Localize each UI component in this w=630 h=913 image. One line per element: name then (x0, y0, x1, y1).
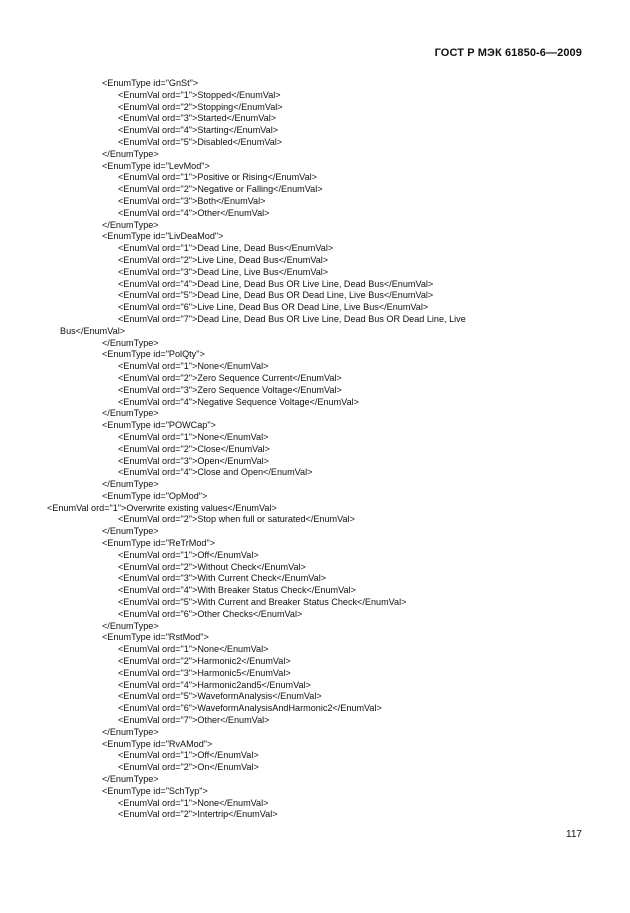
code-line (0, 302, 630, 314)
code-line-text: </EnumType> (102, 774, 159, 785)
code-line (0, 703, 630, 715)
code-line (0, 573, 630, 585)
code-line (0, 538, 630, 550)
code-line-text: <EnumVal ord="3">Harmonic5</EnumVal> (118, 667, 291, 678)
code-line (0, 750, 630, 762)
code-line-text: <EnumType id="LevMod"> (102, 160, 210, 171)
code-line-text: <EnumVal ord="1">Positive or Rising</EnumVal> (118, 172, 317, 183)
code-line (0, 161, 630, 173)
code-line (0, 326, 630, 338)
code-line (0, 467, 630, 479)
code-line-text: <EnumVal ord="4">Close and Open</EnumVal> (118, 467, 313, 478)
code-line-text: <EnumVal ord="3">Dead Line, Live Bus</EnumVal> (118, 266, 329, 277)
code-line-text: <EnumType id="LivDeaMod"> (102, 231, 224, 242)
code-line (0, 125, 630, 137)
code-line (0, 420, 630, 432)
code-line (0, 809, 630, 821)
code-line-text: <EnumVal ord="1">Dead Line, Dead Bus</EnumVal> (118, 243, 334, 254)
code-line-text: <EnumVal ord="1">Overwrite existing values</EnumVal> (47, 502, 277, 513)
code-line-text: <EnumVal ord="3">With Current Check</EnumVal> (118, 573, 327, 584)
code-line-text: <EnumType id="ReTrMod"> (102, 538, 216, 549)
code-line-text: <EnumType id="RstMod"> (102, 632, 209, 643)
code-line (0, 231, 630, 243)
code-line-text: </EnumType> (102, 620, 159, 631)
code-line (0, 585, 630, 597)
code-line-text: </EnumType> (102, 726, 159, 737)
code-line-text: <EnumVal ord="1">None</EnumVal> (118, 644, 269, 655)
code-line-text: <EnumVal ord="2">Zero Sequence Current</EnumVal> (118, 372, 342, 383)
code-line-text: </EnumType> (102, 408, 159, 419)
code-line-text: <EnumType id="GnSt"> (102, 78, 199, 88)
code-line-text: <EnumVal ord="1">None</EnumVal> (118, 797, 269, 808)
code-line (0, 444, 630, 456)
code-line-text: <EnumVal ord="1">Off</EnumVal> (118, 549, 259, 560)
code-line (0, 668, 630, 680)
code-line-text: <EnumVal ord="2">Live Line, Dead Bus</EnumVal> (118, 254, 329, 265)
code-line (0, 798, 630, 810)
code-line (0, 172, 630, 184)
code-line (0, 762, 630, 774)
code-line-text: <EnumVal ord="5">WaveformAnalysis</EnumVal> (118, 691, 322, 702)
code-line-text: <EnumVal ord="2">Without Check</EnumVal> (118, 561, 306, 572)
code-line-text: <EnumVal ord="3">Open</EnumVal> (118, 455, 269, 466)
document-header: ГОСТ Р МЭК 61850-6—2009 (434, 47, 582, 59)
code-line (0, 680, 630, 692)
code-line (0, 78, 630, 90)
code-line (0, 514, 630, 526)
code-line (0, 715, 630, 727)
code-line-text: <EnumVal ord="7">Dead Line, Dead Bus OR Live Line, Dead Bus OR Dead Line, Live (118, 313, 466, 324)
code-line (0, 656, 630, 668)
code-line (0, 113, 630, 125)
code-line (0, 90, 630, 102)
code-line (0, 267, 630, 279)
code-line (0, 373, 630, 385)
code-line (0, 279, 630, 291)
code-line-text: <EnumVal ord="4">Harmonic2and5</EnumVal> (118, 679, 311, 690)
code-line (0, 739, 630, 751)
code-line (0, 290, 630, 302)
code-line (0, 432, 630, 444)
code-line (0, 632, 630, 644)
code-line-text: <EnumVal ord="5">Dead Line, Dead Bus OR Dead Line, Live Bus</EnumVal> (118, 290, 434, 301)
code-line (0, 621, 630, 633)
code-line (0, 149, 630, 161)
xml-code-listing (0, 78, 630, 821)
code-line (0, 526, 630, 538)
code-line (0, 361, 630, 373)
code-line-text: <EnumVal ord="1">None</EnumVal> (118, 361, 269, 372)
code-line (0, 184, 630, 196)
code-line (0, 137, 630, 149)
code-line (0, 314, 630, 326)
code-line (0, 609, 630, 621)
code-line-text: <EnumType id="PolQty"> (102, 349, 205, 360)
code-line-text: <EnumVal ord="1">Off</EnumVal> (118, 750, 259, 761)
code-line-text: <EnumVal ord="4">Negative Sequence Voltage</EnumVal> (118, 396, 359, 407)
code-line-text: </EnumType> (102, 479, 159, 490)
code-line (0, 196, 630, 208)
code-line (0, 243, 630, 255)
code-line-text: <EnumVal ord="3">Started</EnumVal> (118, 113, 277, 124)
code-line-text: <EnumVal ord="2">On</EnumVal> (118, 762, 259, 773)
code-line-text: <EnumVal ord="5">Disabled</EnumVal> (118, 136, 283, 147)
code-line (0, 456, 630, 468)
code-line-text: <EnumVal ord="2">Close</EnumVal> (118, 443, 270, 454)
code-line-text: <EnumVal ord="6">Other Checks</EnumVal> (118, 608, 303, 619)
code-line-text: <EnumType id="OpMod"> (102, 490, 208, 501)
code-line-text: <EnumVal ord="7">Other</EnumVal> (118, 715, 270, 726)
code-line (0, 349, 630, 361)
code-line (0, 727, 630, 739)
code-line (0, 491, 630, 503)
code-line (0, 550, 630, 562)
code-line-text: Bus</EnumVal> (60, 325, 126, 336)
code-line (0, 408, 630, 420)
code-line (0, 385, 630, 397)
code-line-text: </EnumType> (102, 526, 159, 537)
code-line (0, 774, 630, 786)
code-line (0, 102, 630, 114)
code-line-text: <EnumVal ord="1">Stopped</EnumVal> (118, 89, 281, 100)
code-line (0, 597, 630, 609)
code-line (0, 397, 630, 409)
code-line-text: <EnumVal ord="6">Live Line, Dead Bus OR Dead Line, Live Bus</EnumVal> (118, 302, 429, 313)
code-line-text: <EnumVal ord="3">Zero Sequence Voltage</EnumVal> (118, 384, 342, 395)
code-line (0, 220, 630, 232)
code-line-text: <EnumType id="POWCap"> (102, 420, 216, 431)
code-line (0, 786, 630, 798)
code-line-text: <EnumType id="SchTyp"> (102, 785, 208, 796)
code-line (0, 644, 630, 656)
code-line-text: <EnumVal ord="5">With Current and Breaker Status Check</EnumVal> (118, 597, 407, 608)
code-line-text: </EnumType> (102, 337, 159, 348)
code-line-text: <EnumVal ord="4">Dead Line, Dead Bus OR Live Line, Dead Bus</EnumVal> (118, 278, 434, 289)
code-line-text: <EnumVal ord="2">Intertrip</EnumVal> (118, 809, 278, 820)
code-line-text: <EnumVal ord="2">Stopping</EnumVal> (118, 101, 283, 112)
code-line-text: <EnumVal ord="1">None</EnumVal> (118, 431, 269, 442)
code-line-text: </EnumType> (102, 219, 159, 230)
code-line-text: <EnumVal ord="4">Other</EnumVal> (118, 207, 270, 218)
code-line (0, 338, 630, 350)
code-line-text: <EnumVal ord="3">Both</EnumVal> (118, 195, 266, 206)
code-line (0, 691, 630, 703)
code-line (0, 479, 630, 491)
code-line-text: <EnumType id="RvAMod"> (102, 738, 213, 749)
code-line-text: <EnumVal ord="2">Harmonic2</EnumVal> (118, 656, 291, 667)
code-line (0, 562, 630, 574)
page-number: 117 (566, 829, 582, 840)
code-line-text: <EnumVal ord="4">With Breaker Status Check</EnumVal> (118, 585, 356, 596)
code-line-text: <EnumVal ord="6">WaveformAnalysisAndHarmonic2</EnumVal> (118, 703, 382, 714)
code-line (0, 255, 630, 267)
code-line (0, 503, 630, 515)
code-line-text: <EnumVal ord="4">Starting</EnumVal> (118, 125, 279, 136)
code-line-text: </EnumType> (102, 148, 159, 159)
code-line-text: <EnumVal ord="2">Stop when full or saturated</EnumVal> (118, 514, 355, 525)
code-line-text: <EnumVal ord="2">Negative or Falling</EnumVal> (118, 184, 323, 195)
code-line (0, 208, 630, 220)
